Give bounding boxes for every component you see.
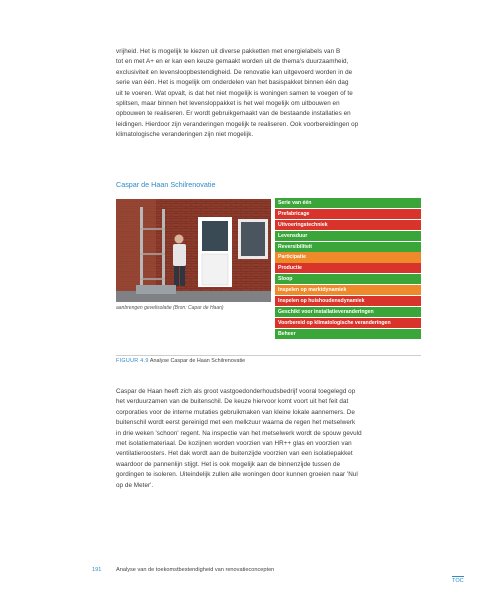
intro-line: splitsen, maar binnen het levensloppakket is het wel mogelijk om uitbouwen en (116, 100, 340, 108)
intro-line: exclusiviteit en levensloopbestendigheid. De renovatie kan uitgevoerd worden in de (116, 68, 353, 76)
running-title: Analyse van de toekomstbestendigheid van renovatieconcepten (116, 567, 275, 573)
body-line: in drie weken 'schoon' regent. Na inspectie van het metselwerk wordt de spouw gevuld (116, 429, 362, 437)
legend-row: Inspelen op marktdynamiek (275, 285, 421, 295)
figure-number: FIGUUR 4.9 (116, 358, 149, 364)
legend-row: Participatie (275, 252, 421, 262)
body-line: op de Meter'. (116, 481, 154, 489)
figure-caption-text: Analyse Caspar de Haan Schilrenovatie (149, 358, 246, 364)
analysis-legend (275, 198, 421, 340)
legend-row: Beheer (275, 329, 421, 339)
legend-row: Sloop (275, 274, 421, 284)
legend-row: Inspelen op huishoudensdynamiek (275, 296, 421, 306)
photo-caption: aanbrengen gevelisolatie (Bron: Capar de Haan) (116, 305, 224, 311)
legend-row: Serie van één (275, 198, 421, 208)
body-line: het verduurzamen van de buitenschil. De keuze hiervoor komt voort uit het feit dat (116, 398, 349, 406)
legend-row: Productie (275, 263, 421, 273)
body-line: Caspar de Haan heeft zich als groot vastgoedonderhoudsbedrijf vooral toegelegd op (116, 388, 356, 395)
renovation-photo (116, 199, 271, 302)
intro-line: tot en met A+ en er kan een keuze gemaakt worden uit de thema's duurzaamheid, (116, 58, 349, 66)
figure-caption (116, 358, 245, 364)
legend-row: Uitvoeringstechniek (275, 220, 421, 230)
legend-row: Prefabricage (275, 209, 421, 219)
intro-line: opbouwen te realiseren. Er wordt gebruikgemaakt van de bestaande installaties en (116, 110, 351, 118)
figure-divider (116, 355, 421, 356)
toc-link[interactable]: TOC (452, 578, 464, 584)
intro-line: leidingen. Hierdoor zijn veranderingen mogelijk te realiseren. Ook voorbereidingen op (116, 120, 359, 128)
body-paragraph (116, 387, 416, 491)
body-line: met isolatiemateriaal. De kozijnen worden voorzien van HR++ glas en voorzien van (116, 440, 352, 448)
body-line: corporaties voor de interne mutaties gebruikmaken van kleine lokale aannemers. De (116, 408, 355, 416)
body-line: buitenschil wordt eerst gereinigd met een melkzuur waarna de regen het metselwerk (116, 419, 356, 427)
page-number: 191 (92, 567, 102, 573)
body-line: waardoor de pannenlijn stijgt. Het is ook mogelijk aan de binnenzijde tussen de (116, 460, 341, 468)
intro-paragraph (116, 47, 416, 141)
intro-line: serie van één. Het is mogelijk om onderdelen van het basispakket binnen één dag (116, 79, 349, 87)
legend-row: Reversibiliteit (275, 242, 421, 252)
legend-row: Voorbereid op klimatologische veranderingen (275, 318, 421, 328)
intro-line: uit te voeren. Wat opvalt, is dat het niet mogelijk is woningen samen te voegen of te (116, 89, 353, 97)
section-title: Caspar de Haan Schilrenovatie (116, 180, 216, 189)
legend-row: Levensduur (275, 231, 421, 241)
legend-row: Geschikt voor installatieveranderingen (275, 307, 421, 317)
body-line: gordingen te isoleren. Uiteindelijk zullen alle woningen door kunnen groeien naar 'Nul (116, 471, 358, 479)
intro-line: klimatologische veranderingen zijn niet mogelijk. (116, 131, 254, 139)
intro-line: vrijheid. Het is mogelijk te kiezen uit diverse pakketten met energielabels van B (116, 48, 341, 55)
body-line: ventilatieroosters. Het dak wordt aan de buitenzijde voorzien van een isolatiepakket (116, 450, 353, 458)
